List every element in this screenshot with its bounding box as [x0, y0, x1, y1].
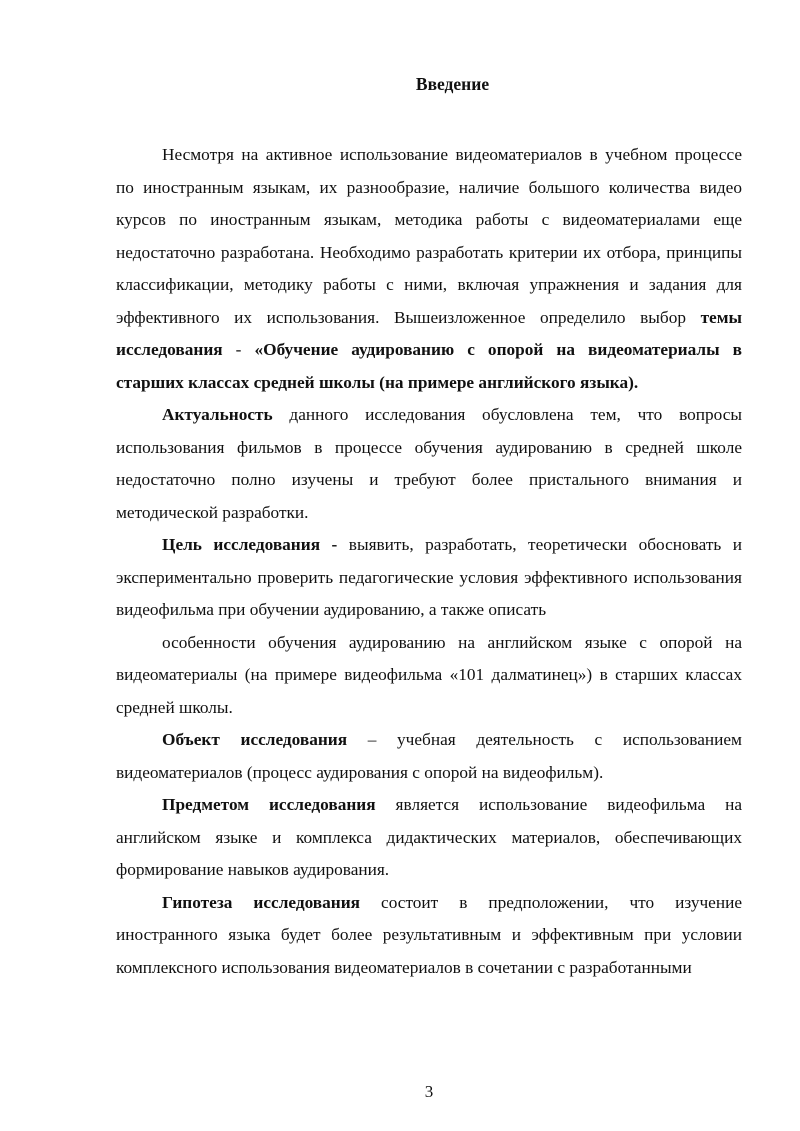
paragraph-subject	[116, 789, 742, 887]
paragraph-hypothesis	[116, 887, 742, 985]
paragraph-text: выявить, разработать, теоретически обосновать и экспериментально проверить педагогические условия эффективного использования видеофильма при обучении аудированию, а также описать	[116, 535, 743, 619]
research-topic: «Обучение аудированию с опорой на видеоматериалы в старших классах средней школы (на примере английского языка).	[116, 340, 743, 392]
page-number: 3	[424, 1082, 434, 1101]
bold-phrase: темы исследования	[116, 307, 742, 359]
paragraph-text: данного исследования обусловлена тем, что вопросы использования фильмов в процессе обучения аудированию в средней школе недостаточно полно изучены и требуют более пристального внимания и методической разработки.	[116, 405, 742, 522]
hypothesis-label: Гипотеза исследования	[162, 892, 361, 912]
paragraph-text: состоит в предположении, что изучение иностранного языка будет более результативным и эффективным при условии комплексного использования видеоматериалов в сочетании с разработанными	[116, 892, 742, 977]
subject-label: Предметом исследования	[162, 795, 376, 814]
paragraph-text: является использование видеофильма на английском языке и комплекса дидактических материалов, обеспечивающих формирование навыков аудирования.	[116, 795, 743, 879]
page-title: Введение	[415, 74, 490, 94]
paragraph-text: особенности обучения аудированию на английском языке с опорой на видеоматериалы (на примере видеофильма «101 далматинец») в старших классах средней школы.	[116, 632, 742, 717]
document-body	[116, 139, 742, 984]
relevance-label: Актуальность	[162, 405, 273, 424]
paragraph-text: Несмотря на активное использование видеоматериалов в учебном процессе по иностранным языкам, их разнообразие, наличие большого количества видео курсов по иностранным языкам, методика работы с видеоматериалами еще недостаточно разработана. Необходимо разработать критерии их отбора, принципы классификации, методику работы с ними, включая упражнения и задания для эффективного их использования. Вышеизложенное определило выбор	[116, 145, 742, 327]
paragraph-text: – учебная деятельность с использованием видеоматериалов (процесс аудирования с опорой на видеофильм).	[116, 730, 742, 782]
paragraph-relevance	[116, 399, 742, 529]
object-label: Объект исследования	[162, 730, 348, 749]
paragraph-goal-continued	[116, 627, 742, 725]
paragraph-object	[116, 724, 742, 789]
goal-label: Цель исследования -	[162, 535, 338, 554]
paragraph-intro	[116, 139, 742, 399]
paragraph-text: -	[222, 340, 255, 359]
paragraph-goal	[116, 529, 742, 627]
